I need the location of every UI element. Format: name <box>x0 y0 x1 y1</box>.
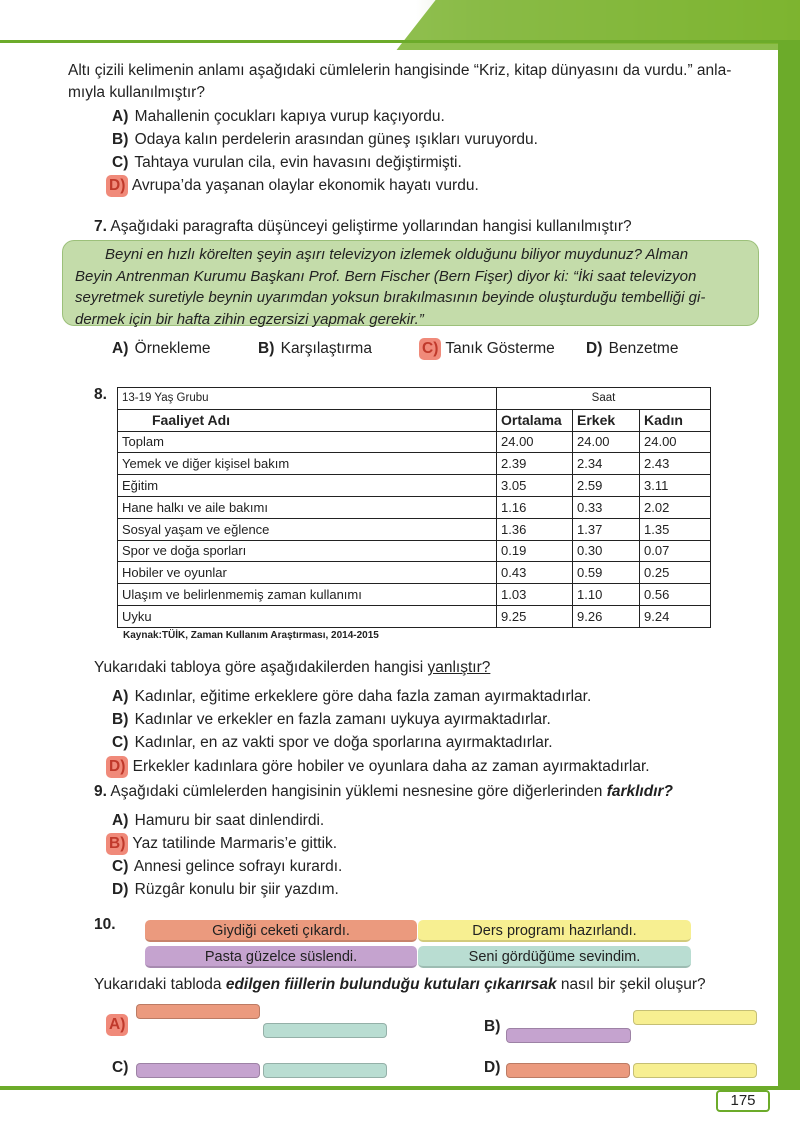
q10-box-1: Giydiği ceketi çıkardı. <box>145 920 417 942</box>
option-text: Rüzgâr konulu bir şiir yazdım. <box>134 881 339 898</box>
table-row <box>118 562 711 584</box>
value-cell: 2.34 <box>573 453 640 475</box>
value-cell: 1.35 <box>640 518 711 540</box>
option-letter: D) <box>484 1059 501 1076</box>
question-text: nasıl bir şekil oluşur? <box>556 976 706 993</box>
q9-option-d[interactable] <box>110 879 339 901</box>
q8-option-b[interactable] <box>110 709 551 731</box>
option-letter-selected: D) <box>106 175 128 197</box>
q10-a-bar-orange <box>136 1004 260 1019</box>
value-cell: 0.25 <box>640 562 711 584</box>
time-use-table <box>117 387 711 628</box>
question-text: Aşağıdaki cümlelerden hangisinin yüklemi nesnesine göre diğerlerinden <box>110 783 607 800</box>
activity-name-cell: Ulaşım ve belirlenmemiş zaman kullanımı <box>118 584 497 606</box>
q10-box-4: Seni gördüğüme sevindim. <box>418 946 691 968</box>
value-cell: 0.19 <box>497 540 573 562</box>
q6-question-line2: mıyla kullanılmıştır? <box>68 84 205 101</box>
table-header-row <box>118 409 711 431</box>
option-letter: D) <box>586 340 603 357</box>
value-cell: 3.11 <box>640 475 711 497</box>
q6-option-c[interactable] <box>110 152 462 174</box>
option-text: Erkekler kadınlara göre hobiler ve oyunlara daha az zaman ayırmaktadırlar. <box>132 758 650 775</box>
option-letter: B) <box>258 340 275 357</box>
q10-b-bar-purple <box>506 1028 631 1043</box>
option-text: Kadınlar ve erkekler en fazla zamanı uykuya ayırmaktadırlar. <box>134 711 551 728</box>
q10-box-3: Pasta güzelce süslendi. <box>145 946 417 968</box>
option-letter: A) <box>112 812 129 829</box>
value-cell: 3.05 <box>497 475 573 497</box>
value-cell: 9.24 <box>640 605 711 627</box>
table-group-row <box>118 388 711 410</box>
value-cell: 1.10 <box>573 584 640 606</box>
q6-option-a[interactable] <box>110 106 445 128</box>
q8-question <box>94 657 490 679</box>
table-header: Faaliyet Adı <box>118 409 497 431</box>
q6-question-line1: Altı çizili kelimenin anlamı aşağıdaki cümlelerin hangisinde “Kriz, kitap dünyasını da vurdu.” anla- <box>68 62 732 79</box>
q7-option-d[interactable] <box>584 338 678 360</box>
option-text: Karşılaştırma <box>280 340 372 357</box>
question-number: 7. <box>94 218 107 235</box>
header-line <box>0 40 800 43</box>
value-cell: 0.43 <box>497 562 573 584</box>
q10-question <box>94 974 706 996</box>
q6-option-b[interactable] <box>110 129 538 151</box>
q7-paragraph-box <box>62 240 759 326</box>
table-row <box>118 518 711 540</box>
q9-option-b[interactable] <box>106 833 337 855</box>
value-cell: 1.16 <box>497 496 573 518</box>
value-cell: 0.07 <box>640 540 711 562</box>
value-cell: 2.02 <box>640 496 711 518</box>
q9-option-c[interactable] <box>110 856 342 878</box>
question-text: Aşağıdaki paragrafta düşünceyi geliştirme yollarından hangisi kullanılmıştır? <box>110 218 632 235</box>
option-letter: B) <box>484 1018 501 1035</box>
q8-option-d[interactable] <box>106 756 650 778</box>
option-text: Mahallenin çocukları kapıya vurup kaçıyordu. <box>134 108 445 125</box>
table-header: Kadın <box>640 409 711 431</box>
footer-line <box>0 1086 800 1090</box>
right-margin-bar <box>778 40 800 1088</box>
value-cell: 24.00 <box>640 431 711 453</box>
table-row <box>118 475 711 497</box>
option-text: Annesi gelince sofrayı kurardı. <box>133 858 343 875</box>
option-letter-selected: D) <box>106 756 128 778</box>
option-letter-selected: C) <box>419 338 441 360</box>
value-cell: 24.00 <box>497 431 573 453</box>
q7-question <box>94 216 632 238</box>
q10-option-b[interactable] <box>482 1016 502 1038</box>
option-text: Yaz tatilinde Marmaris’e gittik. <box>132 835 338 852</box>
option-letter: B) <box>112 131 129 148</box>
paragraph-line: dermek için bir hafta zihin egzersizi yapmak gerekir.” <box>75 310 424 328</box>
option-letter: A) <box>112 688 129 705</box>
table-group-label: 13-19 Yaş Grubu <box>118 388 497 410</box>
question-underlined: yanlıştır? <box>427 659 491 676</box>
table-hour-label: Saat <box>497 388 711 410</box>
option-text: Hamuru bir saat dinlendirdi. <box>134 812 325 829</box>
question-number: 9. <box>94 783 107 800</box>
activity-name-cell: Spor ve doğa sporları <box>118 540 497 562</box>
q10-box-2: Ders programı hazırlandı. <box>418 920 691 942</box>
table-row <box>118 431 711 453</box>
table-source: Kaynak:TÜİK, Zaman Kullanım Araştırması, 2014-2015 <box>123 630 379 641</box>
table-row <box>118 453 711 475</box>
q10-a-bar-teal <box>263 1023 387 1038</box>
option-text: Odaya kalın perdelerin arasından güneş ışıkları vuruyordu. <box>134 131 538 148</box>
page-number: 175 <box>716 1090 770 1112</box>
q10-c-bar-teal <box>263 1063 387 1078</box>
value-cell: 0.33 <box>573 496 640 518</box>
question-emphasis: edilgen fiillerin bulunduğu kutuları çıkarırsak <box>225 976 557 993</box>
activity-name-cell: Toplam <box>118 431 497 453</box>
q10-option-c[interactable] <box>110 1057 130 1079</box>
q9-option-a[interactable] <box>110 810 324 832</box>
activity-name-cell: Eğitim <box>118 475 497 497</box>
option-letter: B) <box>112 711 129 728</box>
value-cell: 0.59 <box>573 562 640 584</box>
option-letter: A) <box>112 108 129 125</box>
q8-option-a[interactable] <box>110 686 591 708</box>
option-letter: D) <box>112 881 129 898</box>
option-text: Tanık Gösterme <box>445 340 555 357</box>
value-cell: 1.03 <box>497 584 573 606</box>
option-letter-selected: A) <box>106 1014 128 1036</box>
activity-name-cell: Uyku <box>118 605 497 627</box>
q7-option-a[interactable] <box>110 338 210 360</box>
value-cell: 2.39 <box>497 453 573 475</box>
value-cell: 2.43 <box>640 453 711 475</box>
value-cell: 2.59 <box>573 475 640 497</box>
q6-option-d[interactable] <box>106 175 479 197</box>
q10-option-d[interactable] <box>482 1057 502 1079</box>
option-letter: C) <box>112 1059 129 1076</box>
table-row <box>118 540 711 562</box>
q10-d-bar-orange <box>506 1063 630 1078</box>
activity-name-cell: Hobiler ve oyunlar <box>118 562 497 584</box>
paragraph-line: seyretmek suretiyle beynin uyarımdan yoksun bırakılmasının beyinde oluşturduğu tembelliği gi- <box>75 289 706 306</box>
value-cell: 9.25 <box>497 605 573 627</box>
q10-c-bar-purple <box>136 1063 260 1078</box>
value-cell: 24.00 <box>573 431 640 453</box>
q10-d-bar-yellow <box>633 1063 757 1078</box>
q7-option-c[interactable] <box>419 338 555 360</box>
option-text: Benzetme <box>608 340 679 357</box>
option-letter-selected: B) <box>106 833 128 855</box>
activity-name-cell: Hane halkı ve aile bakımı <box>118 496 497 518</box>
activity-name-cell: Sosyal yaşam ve eğlence <box>118 518 497 540</box>
q10-number: 10. <box>94 916 116 933</box>
option-letter: C) <box>112 858 129 875</box>
table-header: Erkek <box>573 409 640 431</box>
activity-name-cell: Yemek ve diğer kişisel bakım <box>118 453 497 475</box>
question-text: Yukarıdaki tabloya göre aşağıdakilerden hangisi <box>94 659 428 676</box>
option-text: Tahtaya vurulan cila, evin havasını değiştirmişti. <box>134 154 462 171</box>
option-letter: C) <box>112 734 129 751</box>
value-cell: 9.26 <box>573 605 640 627</box>
value-cell: 0.56 <box>640 584 711 606</box>
table-row <box>118 496 711 518</box>
q10-option-a[interactable] <box>106 1014 128 1036</box>
paragraph-line: Beyni en hızlı körelten şeyin aşırı televizyon izlemek olduğunu biliyor muydunuz? Alman <box>105 246 689 263</box>
value-cell: 1.36 <box>497 518 573 540</box>
question-text: Yukarıdaki tabloda <box>94 976 226 993</box>
q10-b-bar-yellow <box>633 1010 757 1025</box>
q8-number: 8. <box>94 386 107 403</box>
option-text: Kadınlar, en az vakti spor ve doğa sporlarına ayırmaktadırlar. <box>134 734 553 751</box>
option-text: Kadınlar, eğitime erkeklere göre daha fazla zaman ayırmaktadırlar. <box>134 688 592 705</box>
table-row <box>118 584 711 606</box>
table-row <box>118 605 711 627</box>
option-text: Avrupa’da yaşanan olaylar ekonomik hayatı vurdu. <box>131 177 479 194</box>
q7-option-b[interactable] <box>256 338 372 360</box>
option-text: Örnekleme <box>134 340 211 357</box>
q9-question <box>94 781 673 803</box>
option-letter: C) <box>112 154 129 171</box>
table-header: Ortalama <box>497 409 573 431</box>
question-emphasis: farklıdır? <box>606 783 674 800</box>
option-letter: A) <box>112 340 129 357</box>
value-cell: 0.30 <box>573 540 640 562</box>
paragraph-line: Beyin Antrenman Kurumu Başkanı Prof. Bern Fischer (Bern Fişer) diyor ki: “İki saat televizyon <box>75 267 697 285</box>
q8-option-c[interactable] <box>110 732 553 754</box>
value-cell: 1.37 <box>573 518 640 540</box>
